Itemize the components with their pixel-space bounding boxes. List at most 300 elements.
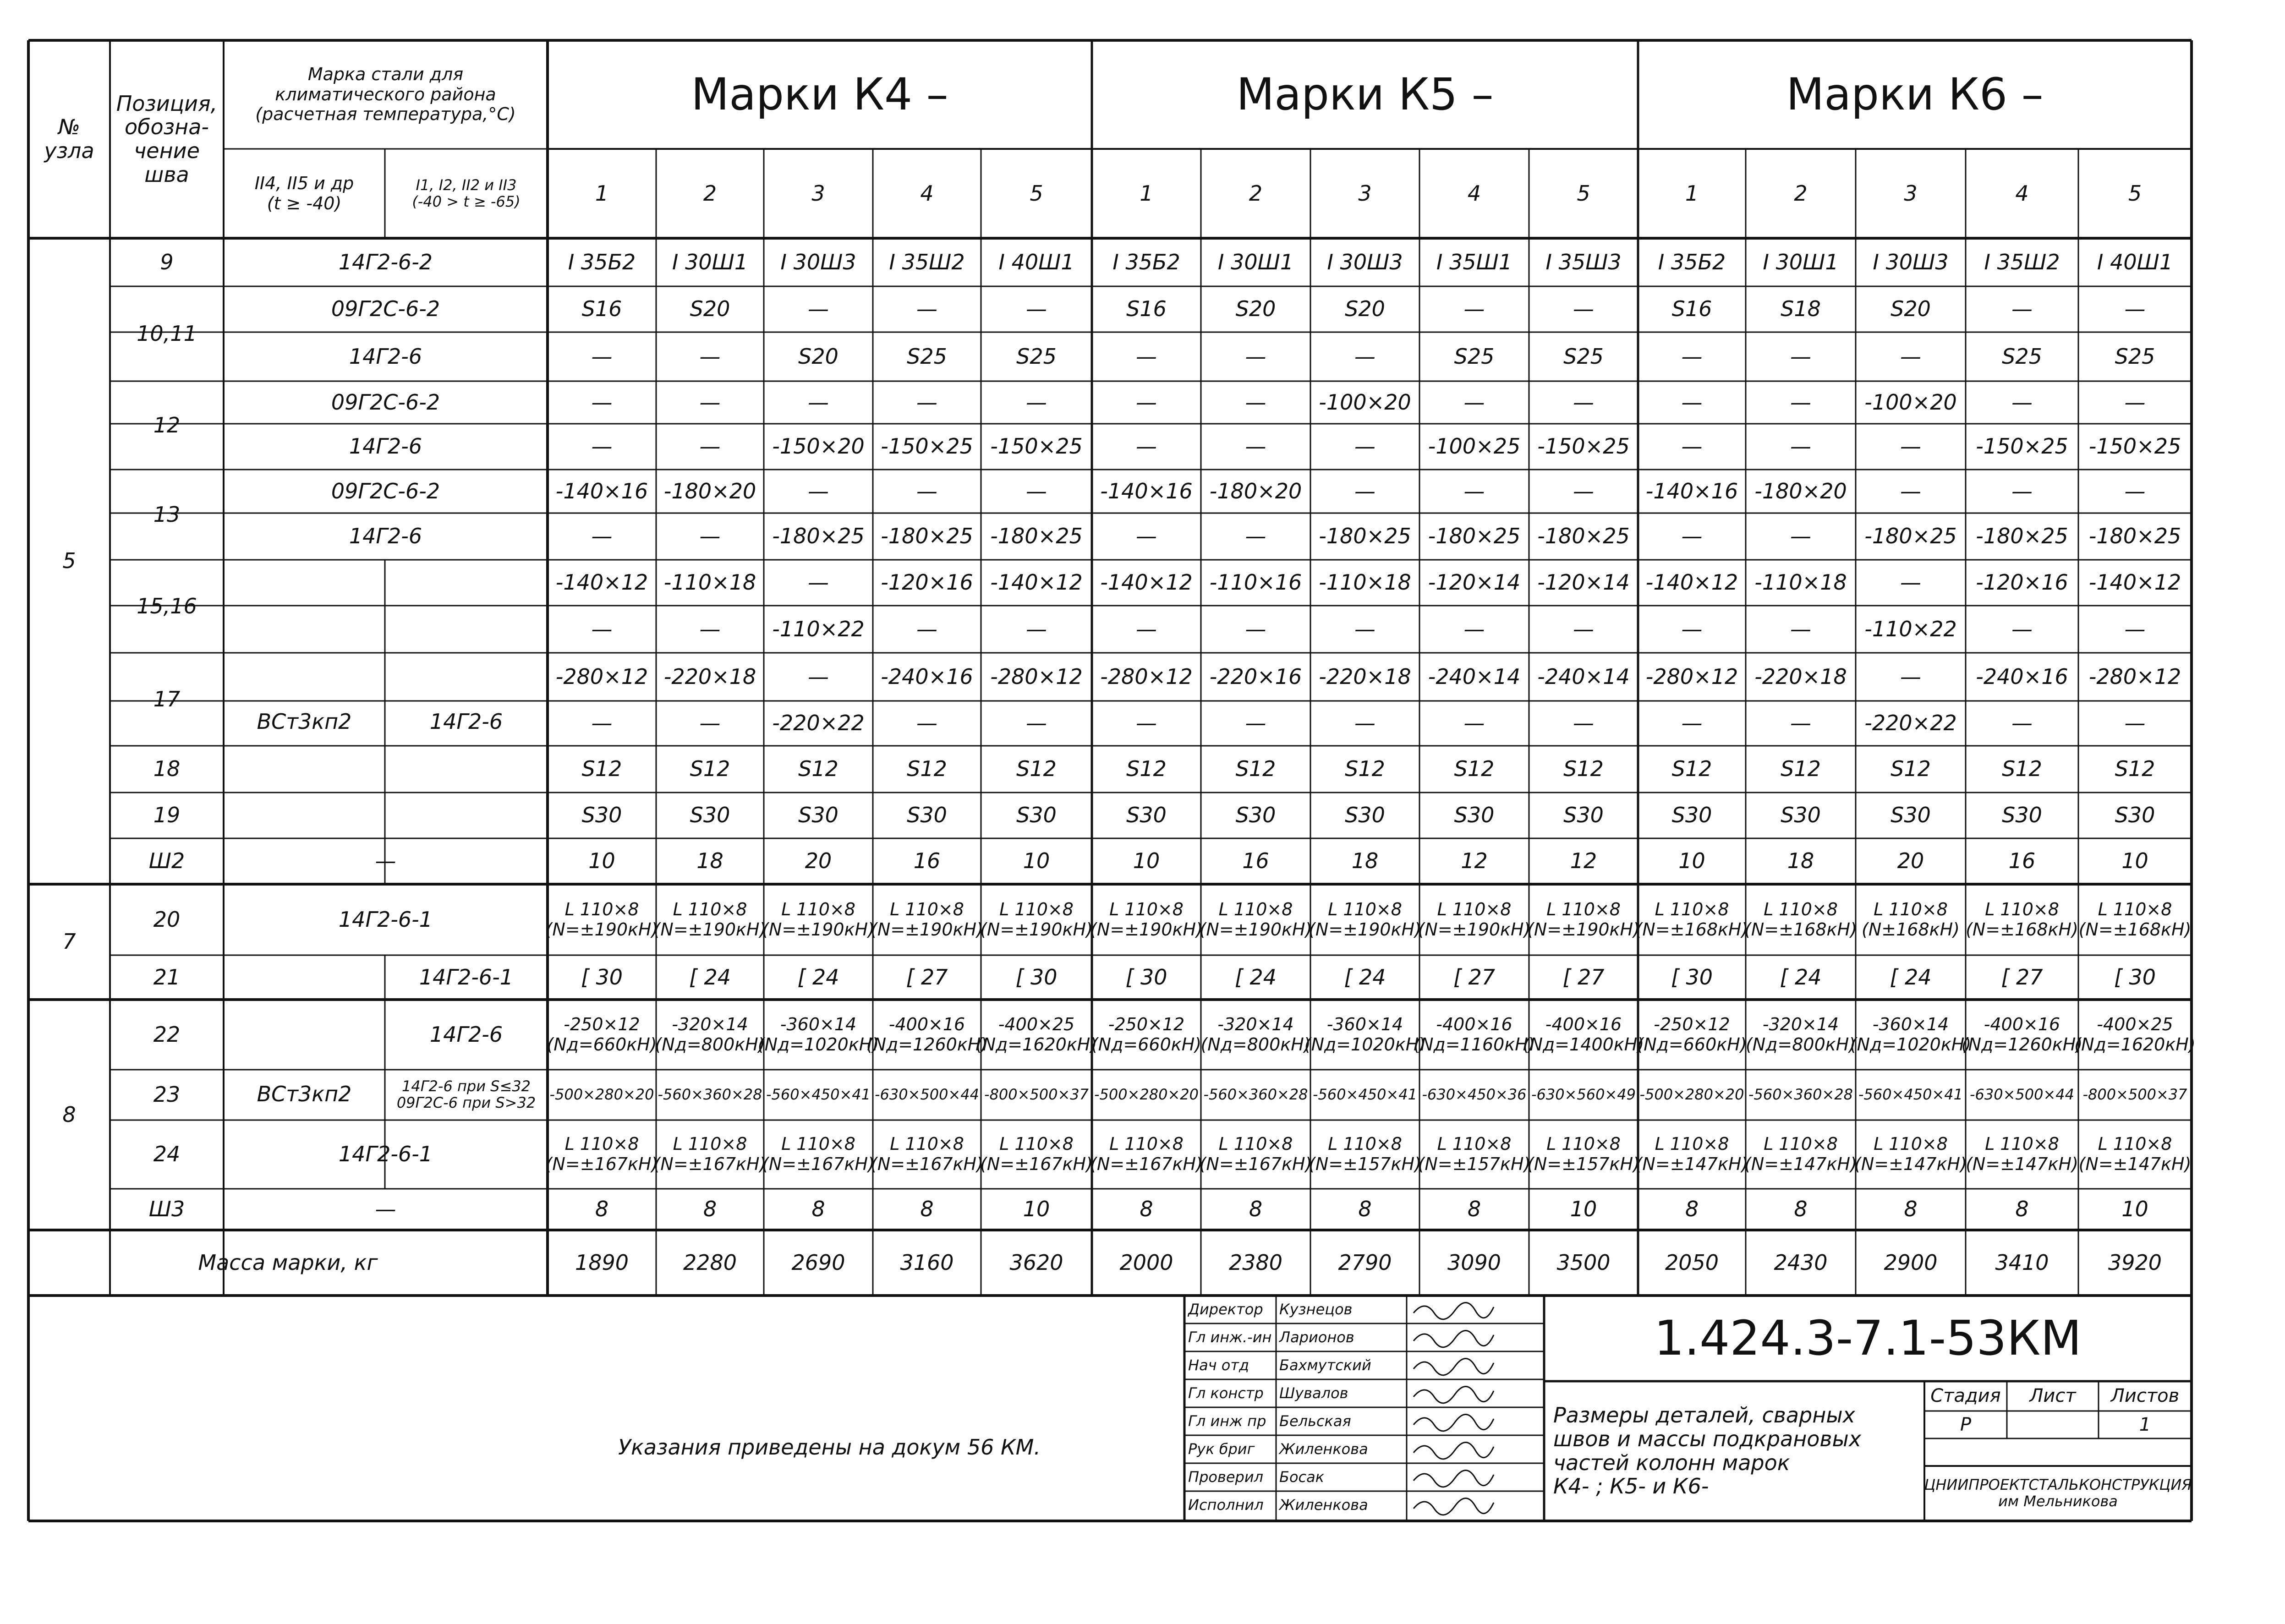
header-region-b: I1, I2, II2 и II3 (-40 > t ≥ -65) [412, 176, 521, 210]
value-cell: -140×16 [1645, 478, 1738, 503]
value-cell: S18 [1781, 296, 1821, 322]
value-cell: — [1573, 389, 1594, 415]
value-cell: -360×14 (Nд=1020кН) [757, 1014, 879, 1055]
position-label: 15,16 [137, 593, 197, 618]
steel-grade: 14Г2-6-1 [338, 907, 433, 932]
value-cell: -140×12 [555, 570, 648, 595]
value-cell: — [1681, 524, 1703, 549]
mass-value: 3920 [2108, 1250, 2162, 1275]
value-cell: I 40Ш1 [2097, 249, 2173, 274]
value-cell: -560×450×41 [1858, 1086, 1963, 1104]
signature-mark [1414, 1331, 1494, 1347]
value-cell: -500×280×20 [1639, 1086, 1744, 1104]
signature-mark [1414, 1359, 1494, 1375]
steel-grade-b: 14Г2-6 [429, 1022, 503, 1047]
value-cell: 10 [1678, 848, 1705, 874]
value-cell: -140×12 [1100, 570, 1193, 595]
value-cell: -100×20 [1319, 389, 1411, 415]
header-col-number: 5 [2128, 180, 2142, 206]
value-cell: L 110×8 (N=±168кН) [1966, 899, 2078, 940]
value-cell: S30 [1016, 803, 1057, 828]
value-cell: S20 [1235, 296, 1276, 322]
value-cell: — [916, 389, 937, 415]
note-text: Указания приведены на докум 56 КМ. [618, 1435, 1041, 1460]
value-cell: -280×12 [990, 664, 1083, 689]
value-cell: — [1245, 434, 1266, 459]
value-cell: S30 [690, 803, 730, 828]
mass-value: 2050 [1665, 1250, 1719, 1275]
value-cell: S30 [1235, 803, 1276, 828]
value-cell: — [1136, 616, 1157, 641]
value-cell: 18 [696, 848, 723, 874]
value-cell: S12 [1016, 756, 1057, 782]
value-cell: — [1136, 344, 1157, 369]
stamp-role: Исполнил [1188, 1496, 1264, 1514]
value-cell: S30 [1671, 803, 1712, 828]
value-cell: S25 [1563, 344, 1604, 369]
stamp-name: Босак [1279, 1468, 1325, 1486]
value-cell: — [916, 711, 937, 736]
value-cell: -360×14 (Nд=1020кН) [1304, 1014, 1426, 1055]
value-cell: — [2011, 389, 2033, 415]
value-cell: — [2011, 478, 2033, 503]
value-cell: S12 [1890, 756, 1931, 782]
value-cell: S30 [907, 803, 947, 828]
value-cell: -180×25 [1537, 524, 1630, 549]
mass-value: 3090 [1447, 1250, 1501, 1275]
value-cell: S12 [2115, 756, 2155, 782]
value-cell: -140×12 [1645, 570, 1738, 595]
value-cell: I 35Ш2 [889, 249, 965, 274]
signature-mark [1414, 1303, 1494, 1319]
value-cell: 20 [805, 848, 832, 874]
mass-value: 2900 [1884, 1250, 1938, 1275]
value-cell: — [699, 434, 721, 459]
value-cell: 8 [1467, 1197, 1481, 1222]
value-cell: -100×25 [1428, 434, 1521, 459]
value-cell: S25 [2115, 344, 2155, 369]
signature-mark [1414, 1387, 1494, 1403]
value-cell: — [2011, 616, 2033, 641]
value-cell: -110×22 [772, 616, 865, 641]
value-cell: 16 [2008, 848, 2036, 874]
value-cell: -140×16 [1100, 478, 1193, 503]
steel-grade-a: ВСт3кп2 [257, 709, 352, 734]
value-cell: S30 [2115, 803, 2155, 828]
value-cell: -180×25 [881, 524, 973, 549]
stage-value: Р [1960, 1414, 1972, 1435]
value-cell: — [808, 664, 829, 689]
value-cell: L 110×8 (N=±190кН) [1199, 899, 1312, 940]
value-cell: [ 30 [581, 964, 623, 990]
header-node-number: № узла [44, 115, 94, 163]
position-label: Ш2 [148, 848, 185, 874]
value-cell: -150×25 [1537, 434, 1630, 459]
value-cell: S20 [1345, 296, 1385, 322]
value-cell: S12 [1781, 756, 1821, 782]
mass-label: Масса марки, кг [198, 1250, 378, 1275]
value-cell: 8 [1358, 1197, 1372, 1222]
value-cell: — [699, 711, 721, 736]
value-cell: -400×16 (Nд=1160кН) [1414, 1014, 1535, 1055]
position-label: 13 [153, 502, 181, 527]
value-cell: 10 [1023, 1197, 1050, 1222]
value-cell: 8 [1249, 1197, 1263, 1222]
value-cell: S30 [1345, 803, 1385, 828]
header-col-number: 3 [1904, 180, 1918, 206]
value-cell: — [1681, 389, 1703, 415]
signature-mark [1414, 1498, 1494, 1515]
value-cell: — [1790, 344, 1811, 369]
value-cell: — [808, 478, 829, 503]
node-number: 7 [62, 929, 76, 954]
value-cell: [ 24 [797, 964, 839, 990]
value-cell: — [1790, 524, 1811, 549]
value-cell: -220×18 [1319, 664, 1411, 689]
value-cell: — [2124, 711, 2146, 736]
value-cell: -180×25 [1428, 524, 1521, 549]
value-cell: -630×500×44 [1969, 1086, 2075, 1104]
value-cell: -220×22 [1864, 711, 1957, 736]
value-cell: 8 [703, 1197, 717, 1222]
stamp-name: Жиленкова [1279, 1440, 1368, 1458]
steel-grade-a: ВСт3кп2 [257, 1081, 352, 1106]
value-cell: I 30Ш3 [1327, 249, 1403, 274]
value-cell: -150×25 [1976, 434, 2068, 459]
position-label: 9 [160, 249, 174, 274]
position-label: 18 [153, 756, 181, 782]
position-label: 24 [153, 1142, 181, 1167]
value-cell: 10 [2121, 848, 2148, 874]
value-cell: 8 [1904, 1197, 1918, 1222]
value-cell: S16 [1671, 296, 1712, 322]
steel-grade: 14Г2-6-1 [338, 1142, 433, 1167]
value-cell: — [1681, 434, 1703, 459]
value-cell: L 110×8 (N=±147кН) [1854, 1134, 1967, 1174]
position-label: 20 [153, 907, 181, 932]
value-cell: -240×16 [1976, 664, 2068, 689]
value-cell: -240×14 [1537, 664, 1630, 689]
value-cell: — [1136, 711, 1157, 736]
header-group-5: Марки К5 – [1236, 68, 1494, 120]
steel-grade-b: 14Г2-6 [429, 709, 503, 734]
value-cell: — [1463, 711, 1485, 736]
value-cell: — [1573, 616, 1594, 641]
value-cell: -220×18 [1754, 664, 1847, 689]
value-cell: — [1900, 344, 1921, 369]
value-cell: -240×14 [1428, 664, 1521, 689]
value-cell: I 35Ш1 [1436, 249, 1512, 274]
value-cell: L 110×8 (N=±157кН) [1309, 1134, 1421, 1174]
value-cell: -180×25 [990, 524, 1083, 549]
value-cell: -180×25 [1976, 524, 2068, 549]
value-cell: -500×280×20 [549, 1086, 654, 1104]
value-cell: S30 [1454, 803, 1495, 828]
value-cell: L 110×8 (N=±168кН) [1635, 899, 1748, 940]
steel-grade-b: 14Г2-6-1 [419, 964, 514, 990]
value-cell: — [1463, 478, 1485, 503]
value-cell: — [1026, 711, 1047, 736]
value-cell: — [591, 434, 613, 459]
value-cell: L 110×8 (N=±147кН) [1966, 1134, 2078, 1174]
value-cell: 10 [2121, 1197, 2148, 1222]
value-cell: I 35Б2 [1658, 249, 1726, 274]
value-cell: — [1463, 389, 1485, 415]
value-cell: S30 [1890, 803, 1931, 828]
steel-grade: — [375, 1197, 396, 1222]
header-col-number: 1 [1140, 180, 1153, 206]
value-cell: [ 24 [689, 964, 731, 990]
value-cell: -800×500×37 [984, 1086, 1089, 1104]
value-cell: -800×500×37 [2082, 1086, 2187, 1104]
stage-label: Стадия [1930, 1385, 2001, 1407]
value-cell: L 110×8 (N=±167кН) [653, 1134, 767, 1174]
value-cell: — [1681, 711, 1703, 736]
value-cell: -110×18 [1754, 570, 1847, 595]
value-cell: — [1354, 344, 1375, 369]
value-cell: — [1245, 524, 1266, 549]
position-label: 17 [153, 686, 181, 711]
header-group-6: Марки К6 – [1786, 68, 2044, 120]
value-cell: L 110×8 (N=±157кН) [1527, 1134, 1640, 1174]
stamp-name: Бельская [1279, 1412, 1351, 1430]
value-cell: -110×22 [1864, 616, 1957, 641]
value-cell: [ 27 [1562, 964, 1605, 990]
value-cell: -120×16 [1976, 570, 2068, 595]
value-cell: L 110×8 (N=±190кН) [1527, 899, 1640, 940]
value-cell: I 30Ш1 [1763, 249, 1839, 274]
value-cell: S16 [1126, 296, 1167, 322]
value-cell: — [1026, 616, 1047, 641]
value-cell: I 30Ш1 [672, 249, 748, 274]
value-cell: -120×16 [881, 570, 973, 595]
sheet-label: Лист [2029, 1385, 2076, 1407]
value-cell: 20 [1897, 848, 1924, 874]
header-col-number: 1 [595, 180, 609, 206]
value-cell: [ 24 [1780, 964, 1822, 990]
mass-value: 2280 [683, 1250, 737, 1275]
value-cell: -560×360×28 [1748, 1086, 1853, 1104]
stamp-role: Гл инж.-ин [1188, 1328, 1272, 1346]
value-cell: I 30Ш3 [780, 249, 856, 274]
value-cell: -280×12 [2088, 664, 2181, 689]
value-cell: — [699, 389, 721, 415]
value-cell: 8 [1794, 1197, 1808, 1222]
header-col-number: 2 [1794, 180, 1808, 206]
value-cell: -500×280×20 [1094, 1086, 1199, 1104]
value-cell: -140×12 [2088, 570, 2181, 595]
value-cell: 10 [1023, 848, 1050, 874]
value-cell: I 35Б2 [568, 249, 636, 274]
value-cell: — [699, 616, 721, 641]
value-cell: S30 [1126, 803, 1167, 828]
sheet-value [2007, 1411, 2099, 1438]
value-cell: -320×14 (Nд=800кН) [1745, 1014, 1856, 1055]
value-cell: I 30Ш1 [1217, 249, 1294, 274]
header-col-number: 4 [2015, 180, 2029, 206]
value-cell: L 110×8 (N=±168кН) [1744, 899, 1857, 940]
stamp-role: Гл инж пр [1188, 1412, 1266, 1430]
mass-value: 2380 [1228, 1250, 1283, 1275]
value-cell: I 35Ш3 [1545, 249, 1622, 274]
value-cell: — [1681, 344, 1703, 369]
value-cell: S30 [1563, 803, 1604, 828]
value-cell: 10 [1133, 848, 1160, 874]
sheets-label: Листов [2110, 1385, 2180, 1407]
value-cell: — [808, 570, 829, 595]
header-group-4: Марки К4 – [691, 68, 948, 120]
value-cell: -150×20 [772, 434, 865, 459]
value-cell: — [591, 524, 613, 549]
header-col-number: 2 [1249, 180, 1263, 206]
value-cell: S30 [1781, 803, 1821, 828]
mass-value: 2000 [1119, 1250, 1173, 1275]
value-cell: — [1790, 434, 1811, 459]
value-cell: — [2124, 296, 2146, 322]
value-cell: [ 24 [1234, 964, 1277, 990]
value-cell: 12 [1461, 848, 1488, 874]
header-col-number: 1 [1685, 180, 1699, 206]
value-cell: S12 [1235, 756, 1276, 782]
value-cell: -250×12 (Nд=660кН) [1091, 1014, 1202, 1055]
value-cell: L 110×8 (N=±147кН) [1635, 1134, 1748, 1174]
value-cell: S12 [1563, 756, 1604, 782]
value-cell: — [1790, 711, 1811, 736]
position-label: 19 [153, 803, 181, 828]
value-cell: — [2124, 616, 2146, 641]
value-cell: 10 [1570, 1197, 1597, 1222]
value-cell: 16 [913, 848, 941, 874]
position-label: 10,11 [137, 321, 197, 346]
value-cell: S20 [690, 296, 730, 322]
value-cell: S12 [690, 756, 730, 782]
value-cell: 8 [1685, 1197, 1699, 1222]
value-cell: S12 [798, 756, 838, 782]
value-cell: — [1573, 478, 1594, 503]
value-cell: S25 [2002, 344, 2042, 369]
value-cell: -250×12 (Nд=660кН) [1637, 1014, 1747, 1055]
value-cell: L 110×8 (N=±190кН) [653, 899, 767, 940]
value-cell: [ 24 [1890, 964, 1932, 990]
value-cell: -140×16 [555, 478, 648, 503]
value-cell: L 110×8 (N±168кН) [1862, 899, 1960, 940]
value-cell: [ 24 [1344, 964, 1386, 990]
value-cell: 18 [1351, 848, 1379, 874]
value-cell: -150×25 [990, 434, 1083, 459]
value-cell: — [1900, 434, 1921, 459]
value-cell: -180×20 [1754, 478, 1847, 503]
value-cell: S25 [1454, 344, 1495, 369]
header-position: Позиция, обозна- чение шва [116, 91, 218, 187]
value-cell: L 110×8 (N=±147кН) [2078, 1134, 2192, 1174]
value-cell: S25 [1016, 344, 1057, 369]
position-label: 23 [153, 1082, 181, 1107]
mass-value: 3620 [1009, 1250, 1063, 1275]
value-cell: [ 27 [906, 964, 948, 990]
value-cell: L 110×8 (N=±167кН) [545, 1134, 658, 1174]
value-cell: S12 [1454, 756, 1495, 782]
drawing-title: Размеры деталей, сварных швов и массы подкрановых частей колонн марок К4- ; К5- и К6- [1553, 1403, 1862, 1499]
value-cell: — [1900, 478, 1921, 503]
steel-grade: 14Г2-6 [349, 344, 422, 369]
value-cell: -400×16 (Nд=1260кН) [1961, 1014, 2083, 1055]
value-cell: -100×20 [1864, 389, 1957, 415]
value-cell: S20 [798, 344, 838, 369]
value-cell: — [1900, 664, 1921, 689]
value-cell: -180×25 [1864, 524, 1957, 549]
value-cell: -180×25 [772, 524, 865, 549]
value-cell: -320×14 (Nд=800кН) [655, 1014, 765, 1055]
stamp-name: Бахмутский [1279, 1356, 1371, 1374]
value-cell: — [2011, 711, 2033, 736]
value-cell: S12 [1345, 756, 1385, 782]
value-cell: 16 [1242, 848, 1269, 874]
value-cell: — [1026, 389, 1047, 415]
value-cell: -140×12 [990, 570, 1083, 595]
value-cell: -180×25 [2088, 524, 2181, 549]
value-cell: L 110×8 (N=±190кН) [762, 899, 875, 940]
value-cell: L 110×8 (N=±157кН) [1418, 1134, 1531, 1174]
steel-grade-b: 14Г2-6 при S≤32 09Г2С-6 при S>32 [396, 1077, 536, 1111]
value-cell: -180×25 [1319, 524, 1411, 549]
value-cell: — [1573, 711, 1594, 736]
value-cell: -150×25 [2088, 434, 2181, 459]
header-region-a: II4, II5 и др (t ≥ -40) [254, 173, 354, 213]
signature-mark [1414, 1443, 1494, 1459]
value-cell: 8 [1140, 1197, 1153, 1222]
value-cell: L 110×8 (N=±167кН) [762, 1134, 875, 1174]
value-cell: -560×360×28 [1203, 1086, 1308, 1104]
value-cell: — [1900, 570, 1921, 595]
steel-grade: 09Г2С-6-2 [331, 389, 440, 415]
value-cell: — [1245, 711, 1266, 736]
value-cell: — [591, 389, 613, 415]
header-col-number: 5 [1577, 180, 1590, 206]
value-cell: L 110×8 (N=±190кН) [1418, 899, 1531, 940]
signature-mark [1414, 1471, 1494, 1487]
value-cell: — [1136, 524, 1157, 549]
value-cell: 8 [2015, 1197, 2029, 1222]
value-cell: — [2124, 389, 2146, 415]
value-cell: S12 [907, 756, 947, 782]
stamp-role: Рук бриг [1188, 1440, 1255, 1458]
value-cell: 8 [595, 1197, 609, 1222]
value-cell: L 110×8 (N=±190кН) [545, 899, 658, 940]
mass-value: 2430 [1774, 1250, 1828, 1275]
value-cell: S12 [2002, 756, 2042, 782]
value-cell: -400×25 (Nд=1620кН) [2074, 1014, 2196, 1055]
value-cell: S16 [581, 296, 622, 322]
value-cell: I 35Ш2 [1984, 249, 2060, 274]
value-cell: — [1136, 434, 1157, 459]
value-cell: S20 [1890, 296, 1931, 322]
value-cell: -560×450×41 [766, 1086, 871, 1104]
value-cell: — [1463, 296, 1485, 322]
value-cell: — [1354, 616, 1375, 641]
value-cell: — [916, 616, 937, 641]
value-cell: — [699, 344, 721, 369]
value-cell: — [699, 524, 721, 549]
stamp-name: Шувалов [1279, 1384, 1348, 1402]
value-cell: L 110×8 (N=±190кН) [1090, 899, 1203, 940]
mass-value: 3500 [1556, 1250, 1611, 1275]
value-cell: — [808, 389, 829, 415]
value-cell: L 110×8 (N=±167кН) [871, 1134, 983, 1174]
value-cell: — [1790, 389, 1811, 415]
value-cell: -220×22 [772, 711, 865, 736]
value-cell: -280×12 [1645, 664, 1738, 689]
value-cell: — [2011, 296, 2033, 322]
